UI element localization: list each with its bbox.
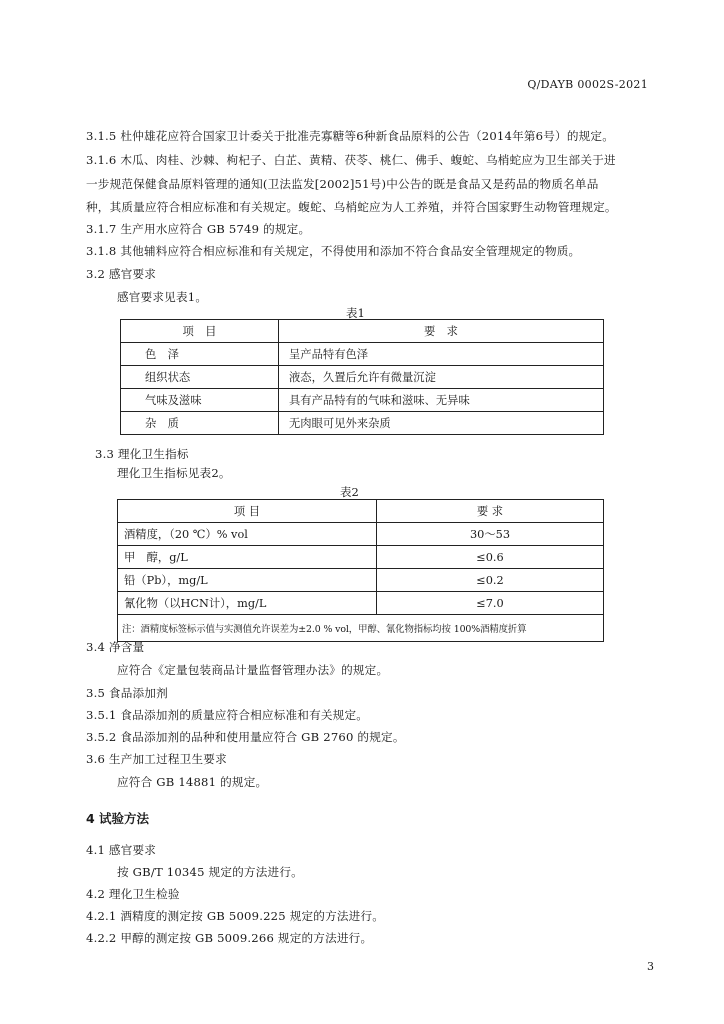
clause-3-1-5: 3.1.5 杜仲雄花应符合国家卫计委关于批准壳寡糖等6种新食品原料的公告（2014年第6号）的规定。 (86, 129, 615, 143)
table-header-cell: 要 求 (279, 320, 604, 343)
table-row (121, 343, 604, 366)
table-cell: 色 泽 (121, 343, 279, 366)
clause-4-2-2: 4.2.2 甲醇的测定按 GB 5009.266 规定的方法进行。 (86, 931, 373, 945)
section-3-3-title: 3.3 理化卫生指标 (95, 447, 189, 461)
section-4-1-title: 4.1 感官要求 (86, 843, 157, 857)
clause-3-5-1: 3.5.1 食品添加剂的质量应符合相应标准和有关规定。 (86, 708, 369, 722)
document-code: Q/DAYB 0002S-2021 (527, 78, 648, 91)
table-cell: 无肉眼可见外来杂质 (279, 412, 604, 435)
section-3-6-title: 3.6 生产加工过程卫生要求 (86, 752, 227, 766)
table-cell: ≤7.0 (377, 592, 604, 615)
table-row (118, 523, 604, 546)
section-3-6-body: 应符合 GB 14881 的规定。 (117, 775, 268, 789)
table-cell: 甲 醇，g/L (118, 546, 377, 569)
table-row (121, 412, 604, 435)
section-3-3-intro: 理化卫生指标见表2。 (117, 466, 231, 480)
clause-3-5-2: 3.5.2 食品添加剂的品种和使用量应符合 GB 2760 的规定。 (86, 730, 405, 744)
table-row (118, 592, 604, 615)
table2-caption: 表2 (340, 485, 359, 499)
table-header-row (118, 500, 604, 523)
section-3-5-title: 3.5 食品添加剂 (86, 686, 168, 700)
table-row (118, 546, 604, 569)
section-3-4-body: 应符合《定量包装商品计量监督管理办法》的规定。 (117, 663, 389, 677)
clause-4-2-1: 4.2.1 酒精度的测定按 GB 5009.225 规定的方法进行。 (86, 909, 385, 923)
table-cell: 液态，久置后允许有微量沉淀 (279, 366, 604, 389)
table-cell: 氰化物（以HCN计），mg/L (118, 592, 377, 615)
table-cell: ≤0.6 (377, 546, 604, 569)
clause-3-1-6: 3.1.6 木瓜、肉桂、沙棘、枸杞子、白芷、黄精、茯苓、桃仁、佛手、蝮蛇、乌梢蛇应为卫生部关于进 (86, 153, 616, 167)
table-cell: 呈产品特有色泽 (279, 343, 604, 366)
clause-3-1-6-line3: 种，其质量应符合相应标准和有关规定。蝮蛇、乌梢蛇应为人工养殖，并符合国家野生动物管理规定。 (86, 200, 617, 214)
section-3-2-intro: 感官要求见表1。 (117, 290, 208, 304)
table1 (120, 319, 604, 435)
table-note: 注：酒精度标签标示值与实测值允许误差为±2.0 % vol，甲醇、氰化物指标均按 100%酒精度折算 (118, 615, 604, 642)
clause-3-1-8: 3.1.8 其他辅料应符合相应标准和有关规定，不得使用和添加不符合食品安全管理规定的物质。 (86, 244, 581, 258)
table-header-cell: 项 目 (121, 320, 279, 343)
table-header-cell: 项 目 (118, 500, 377, 523)
table-row (121, 389, 604, 412)
table-cell: 组织状态 (121, 366, 279, 389)
table-cell: ≤0.2 (377, 569, 604, 592)
table-cell: 杂 质 (121, 412, 279, 435)
table-header-cell: 要 求 (377, 500, 604, 523)
section-3-4-title: 3.4 净含量 (86, 640, 145, 654)
table-cell: 铅（Pb），mg/L (118, 569, 377, 592)
clause-3-1-7: 3.1.7 生产用水应符合 GB 5749 的规定。 (86, 222, 311, 236)
table-cell: 30～53 (377, 523, 604, 546)
table-cell: 酒精度，（20 ℃）% vol (118, 523, 377, 546)
table-row (118, 569, 604, 592)
chapter-4-title: 4 试验方法 (86, 811, 150, 826)
clause-3-1-6-line2: 一步规范保健食品原料管理的通知(卫法监发[2002]51号)中公告的既是食品又是药品的物质名单品 (86, 177, 599, 191)
section-4-1-body: 按 GB/T 10345 规定的方法进行。 (117, 865, 303, 879)
table-cell: 具有产品特有的气味和滋味、无异味 (279, 389, 604, 412)
table-row (121, 366, 604, 389)
section-4-2-title: 4.2 理化卫生检验 (86, 887, 180, 901)
section-3-2-title: 3.2 感官要求 (86, 267, 157, 281)
table2 (117, 499, 604, 642)
table1-caption: 表1 (346, 306, 365, 320)
table-cell: 气味及滋味 (121, 389, 279, 412)
table-note-row (118, 615, 604, 642)
page-number: 3 (647, 960, 654, 973)
table-header-row (121, 320, 604, 343)
